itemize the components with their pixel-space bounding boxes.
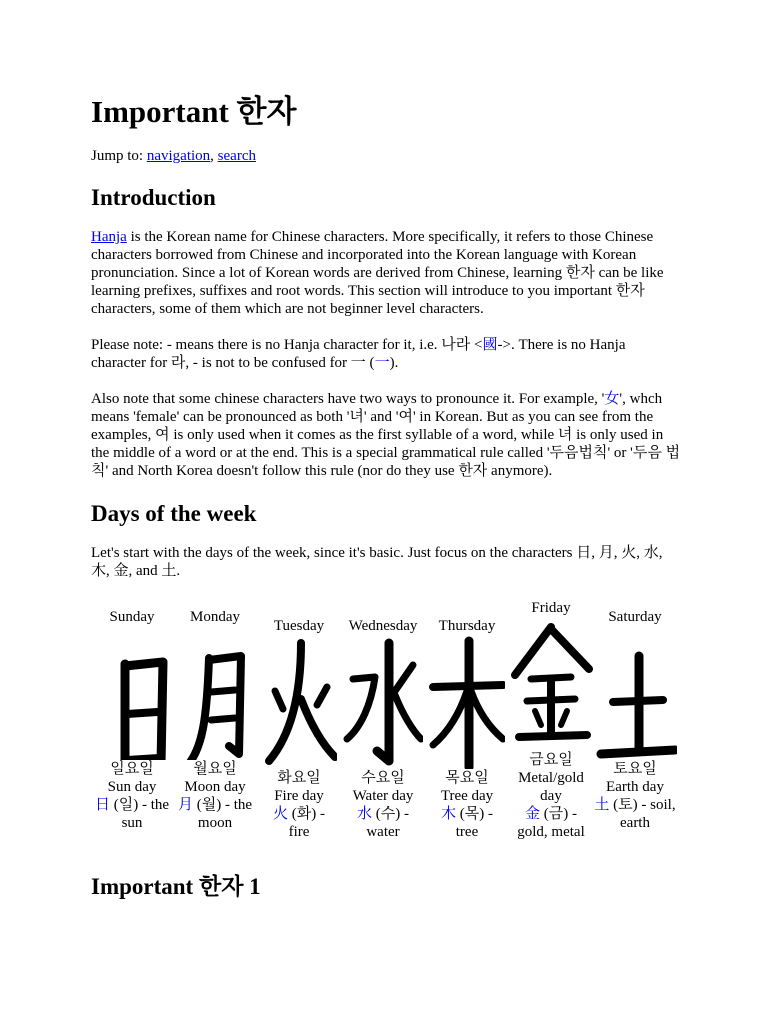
day-name-korean: 일요일 bbox=[110, 761, 154, 777]
day-meaning: Tree day bbox=[440, 788, 494, 804]
navigation-link[interactable]: navigation bbox=[146, 148, 211, 164]
important-hanja-1-heading: Important 한자 1 bbox=[91, 874, 261, 899]
day-meaning: Metal/gold day bbox=[518, 770, 584, 804]
hanja-reading: 土 (토) - soil, earth bbox=[594, 797, 676, 831]
day-meaning: Water day bbox=[352, 788, 414, 804]
introduction-heading: Introduction bbox=[91, 185, 216, 210]
day-column-saturday bbox=[593, 608, 677, 832]
day-column-friday bbox=[509, 599, 593, 841]
hanja-link-fire[interactable]: 火 bbox=[273, 806, 289, 822]
day-name-english: Tuesday bbox=[273, 618, 325, 634]
note-paragraph bbox=[91, 336, 681, 372]
day-name-english: Thursday bbox=[438, 618, 496, 634]
day-name-english: Friday bbox=[531, 600, 571, 616]
country-hanja-link[interactable]: 國 bbox=[482, 337, 498, 353]
jump-to-label: Jump to: bbox=[91, 148, 144, 164]
search-link[interactable]: search bbox=[217, 148, 256, 164]
jump-separator: , bbox=[210, 148, 214, 164]
day-column-thursday bbox=[429, 617, 505, 841]
pronunciation-paragraph bbox=[91, 390, 681, 480]
hanja-reading: 日 (일) - the sun bbox=[94, 797, 170, 831]
day-name-english: Monday bbox=[190, 609, 240, 625]
hanja-reading: 月 (월) - the moon bbox=[177, 797, 253, 831]
water-character-icon bbox=[343, 635, 423, 769]
hanja-link-moon[interactable]: 月 bbox=[177, 797, 193, 813]
hanja-link-earth[interactable]: 土 bbox=[594, 797, 610, 813]
day-column-monday bbox=[173, 608, 257, 832]
intro-paragraph bbox=[91, 228, 681, 318]
hanja-link-gold[interactable]: 金 bbox=[525, 806, 541, 822]
days-intro-paragraph: Let's start with the days of the week, since it's basic. Just focus on the characters 日, 月, 火, 水, 木, 金, and 土. bbox=[91, 545, 663, 579]
one-hanja-link[interactable]: 一 bbox=[374, 355, 390, 371]
hanja-link[interactable]: Hanja bbox=[91, 229, 127, 245]
day-meaning: Earth day bbox=[606, 779, 664, 795]
earth-character-icon bbox=[593, 626, 677, 760]
hanja-link-tree[interactable]: 木 bbox=[441, 806, 457, 822]
intro-paragraph-text: is the Korean name for Chinese characters. More specifically, it refers to those Chinese characters borrowed from Chinese and incorporated into the Korean language with Korean pronunciation. Since a lot of Korean words are derived from Chinese, learning 한자 can be like learning prefixes, suffixes and root words. This section will introduce to you important 한자 characters, some of them which are not beginner level characters. bbox=[91, 229, 664, 317]
tree-character-icon bbox=[429, 635, 505, 769]
day-column-wednesday bbox=[343, 617, 423, 841]
note-text-c: ). bbox=[389, 355, 399, 371]
day-column-tuesday bbox=[261, 617, 337, 841]
days-of-week-table bbox=[91, 598, 681, 856]
female-hanja-link[interactable]: 女 bbox=[604, 391, 620, 407]
hanja-reading: 水 (수) - water bbox=[357, 806, 409, 840]
sun-character-icon bbox=[91, 626, 173, 760]
page-title: Important 한자 bbox=[91, 94, 297, 129]
gold-character-icon bbox=[509, 617, 593, 751]
day-name-english: Saturday bbox=[608, 609, 662, 625]
day-name-korean: 수요일 bbox=[361, 770, 405, 786]
jump-to-bar bbox=[91, 147, 256, 165]
day-name-korean: 월요일 bbox=[193, 761, 237, 777]
hanja-link-water[interactable]: 水 bbox=[357, 806, 373, 822]
day-meaning: Fire day bbox=[274, 788, 324, 804]
moon-character-icon bbox=[173, 626, 257, 760]
hanja-reading: 金 (금) - gold, metal bbox=[517, 806, 585, 840]
day-name-english: Sunday bbox=[109, 609, 155, 625]
day-name-korean: 화요일 bbox=[277, 770, 321, 786]
day-name-korean: 목요일 bbox=[445, 770, 489, 786]
day-meaning: Sun day bbox=[107, 779, 157, 795]
day-name-korean: 토요일 bbox=[613, 761, 657, 777]
hanja-reading: 火 (화) - fire bbox=[273, 806, 325, 840]
pronunciation-text-a: Also note that some chinese characters have two ways to pronounce it. For example, ' bbox=[91, 391, 605, 407]
day-column-sunday bbox=[91, 608, 173, 832]
fire-character-icon bbox=[261, 635, 337, 769]
note-text-b: ->. There is no Hanja character for 라, - is not to be confused for 一 ( bbox=[91, 337, 626, 371]
day-name-korean: 금요일 bbox=[529, 752, 573, 768]
note-text-a: Please note: - means there is no Hanja character for it, i.e. 나라 < bbox=[91, 337, 483, 353]
day-name-english: Wednesday bbox=[348, 618, 418, 634]
days-of-week-heading: Days of the week bbox=[91, 501, 257, 526]
day-meaning: Moon day bbox=[184, 779, 246, 795]
hanja-reading: 木 (목) - tree bbox=[441, 806, 493, 840]
hanja-link-sun[interactable]: 日 bbox=[94, 797, 110, 813]
pronunciation-text-b: ', whch means 'female' can be pronounced as both '녀' and '여' in Korean. But as you can see from the examples, 여 is only used when it comes as the first syllable of a word, while 녀 is only used in the middle of a word or at the end. This is a special grammatical rule called '두음법칙' or '두음 법칙' and North Korea doesn't follow this rule (nor do they use 한자 anymore). bbox=[91, 391, 681, 479]
